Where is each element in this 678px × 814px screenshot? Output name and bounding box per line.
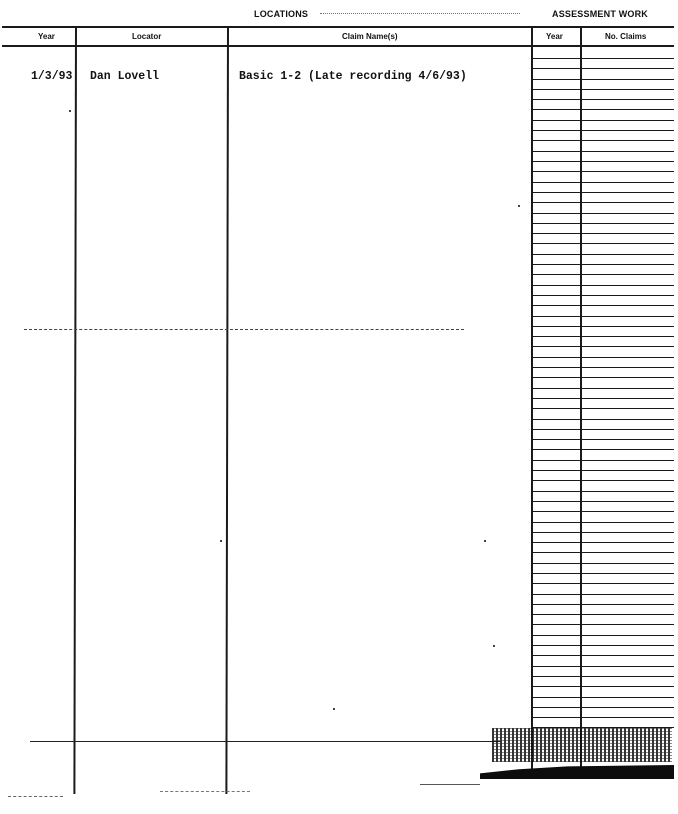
assessment-ruled-line [532,68,674,69]
assessment-ruled-line [532,573,674,574]
divider-locator-claims [225,27,228,794]
assessment-ruled-line [532,161,674,162]
assessment-ruled-line [532,655,674,656]
column-header-no-claims: No. Claims [605,32,647,41]
assessment-ruled-line [532,697,674,698]
assessment-ruled-line [532,449,674,450]
assessment-ruled-line [532,285,674,286]
assessment-ruled-line [532,377,674,378]
assessment-ruled-line [532,542,674,543]
assessment-ruled-line [532,79,674,80]
assessment-ruled-line [532,316,674,317]
assessment-ruled-line [532,666,674,667]
scan-speck [220,540,222,542]
assessment-ruled-line [532,686,674,687]
assessment-ruled-line [532,367,674,368]
locations-section-title: LOCATIONS [254,9,309,19]
assessment-ruled-line [532,326,674,327]
assessment-ruled-line [532,470,674,471]
assessment-ruled-line [532,346,674,347]
assessment-ruled-line [532,501,674,502]
assessment-ruled-line [532,460,674,461]
scan-artifact-top [320,13,520,14]
assessment-ruled-line [532,182,674,183]
scan-blot-bottom [480,765,674,779]
assessment-ruled-line [532,109,674,110]
assessment-ruled-line [532,522,674,523]
assessment-ruled-line [532,532,674,533]
header-bottom-rule [2,45,674,47]
assessment-ruled-line [532,89,674,90]
assessment-ruled-line [532,511,674,512]
entry-locator: Dan Lovell [90,70,160,83]
scan-artifact-bottom [420,784,480,785]
assessment-ruled-line [532,408,674,409]
column-header-assessment-year: Year [546,32,563,41]
scan-speck [518,205,520,207]
assessment-ruled-line [532,635,674,636]
scan-noise-bottom-right [492,728,672,762]
assessment-ruled-line [532,223,674,224]
assessment-ruled-line [532,624,674,625]
header-top-rule [2,26,674,28]
assessment-ruled-line [532,140,674,141]
assessment-ruled-line [532,336,674,337]
assessment-ruled-line [532,388,674,389]
assessment-ruled-line [532,707,674,708]
scan-speck [493,645,495,647]
assessment-ruled-line [532,192,674,193]
assessment-ruled-line [532,305,674,306]
assessment-ruled-line [532,213,674,214]
column-header-locator: Locator [132,32,162,41]
assessment-ruled-line [532,99,674,100]
assessment-ruled-line [532,264,674,265]
assessment-ruled-line [532,583,674,584]
assessment-ruled-line [532,563,674,564]
assessment-ruled-line [532,552,674,553]
assessment-ruled-line [532,243,674,244]
scan-artifact-bottom [160,791,250,792]
scan-speck [484,540,486,542]
assessment-ruled-line [532,676,674,677]
fold-line-bottom [30,741,500,742]
assessment-ruled-line [532,171,674,172]
assessment-ruled-line [532,717,674,718]
assessment-ruled-line [532,491,674,492]
assessment-ruled-line [532,202,674,203]
assessment-ruled-line [532,120,674,121]
assessment-ruled-line [532,398,674,399]
assessment-ruled-line [532,130,674,131]
assessment-ruled-line [532,295,674,296]
assessment-ruled-line [532,429,674,430]
assessment-ruled-line [532,439,674,440]
assessment-ruled-line [532,594,674,595]
assessment-ruled-line [532,480,674,481]
divider-year-locator [73,27,76,794]
assessment-ruled-line [532,645,674,646]
assessment-ruled-line [532,357,674,358]
column-header-year: Year [38,32,55,41]
assessment-work-section-title: ASSESSMENT WORK [552,9,649,19]
assessment-ruled-line [532,614,674,615]
column-header-claim-names: Claim Name(s) [342,32,398,41]
assessment-ruled-line [532,419,674,420]
entry-year: 1/3/93 [31,70,73,83]
assessment-ruled-line [532,604,674,605]
assessment-ruled-line [532,58,674,59]
scan-speck [69,110,71,112]
entry-claim-names: Basic 1-2 (Late recording 4/6/93) [239,70,467,83]
scan-speck [333,708,335,710]
scan-artifact-bottom [8,796,63,797]
assessment-ruled-line [532,151,674,152]
assessment-ruled-line [532,233,674,234]
fold-line-middle [24,329,464,330]
assessment-ruled-line [532,274,674,275]
assessment-ruled-line [532,254,674,255]
